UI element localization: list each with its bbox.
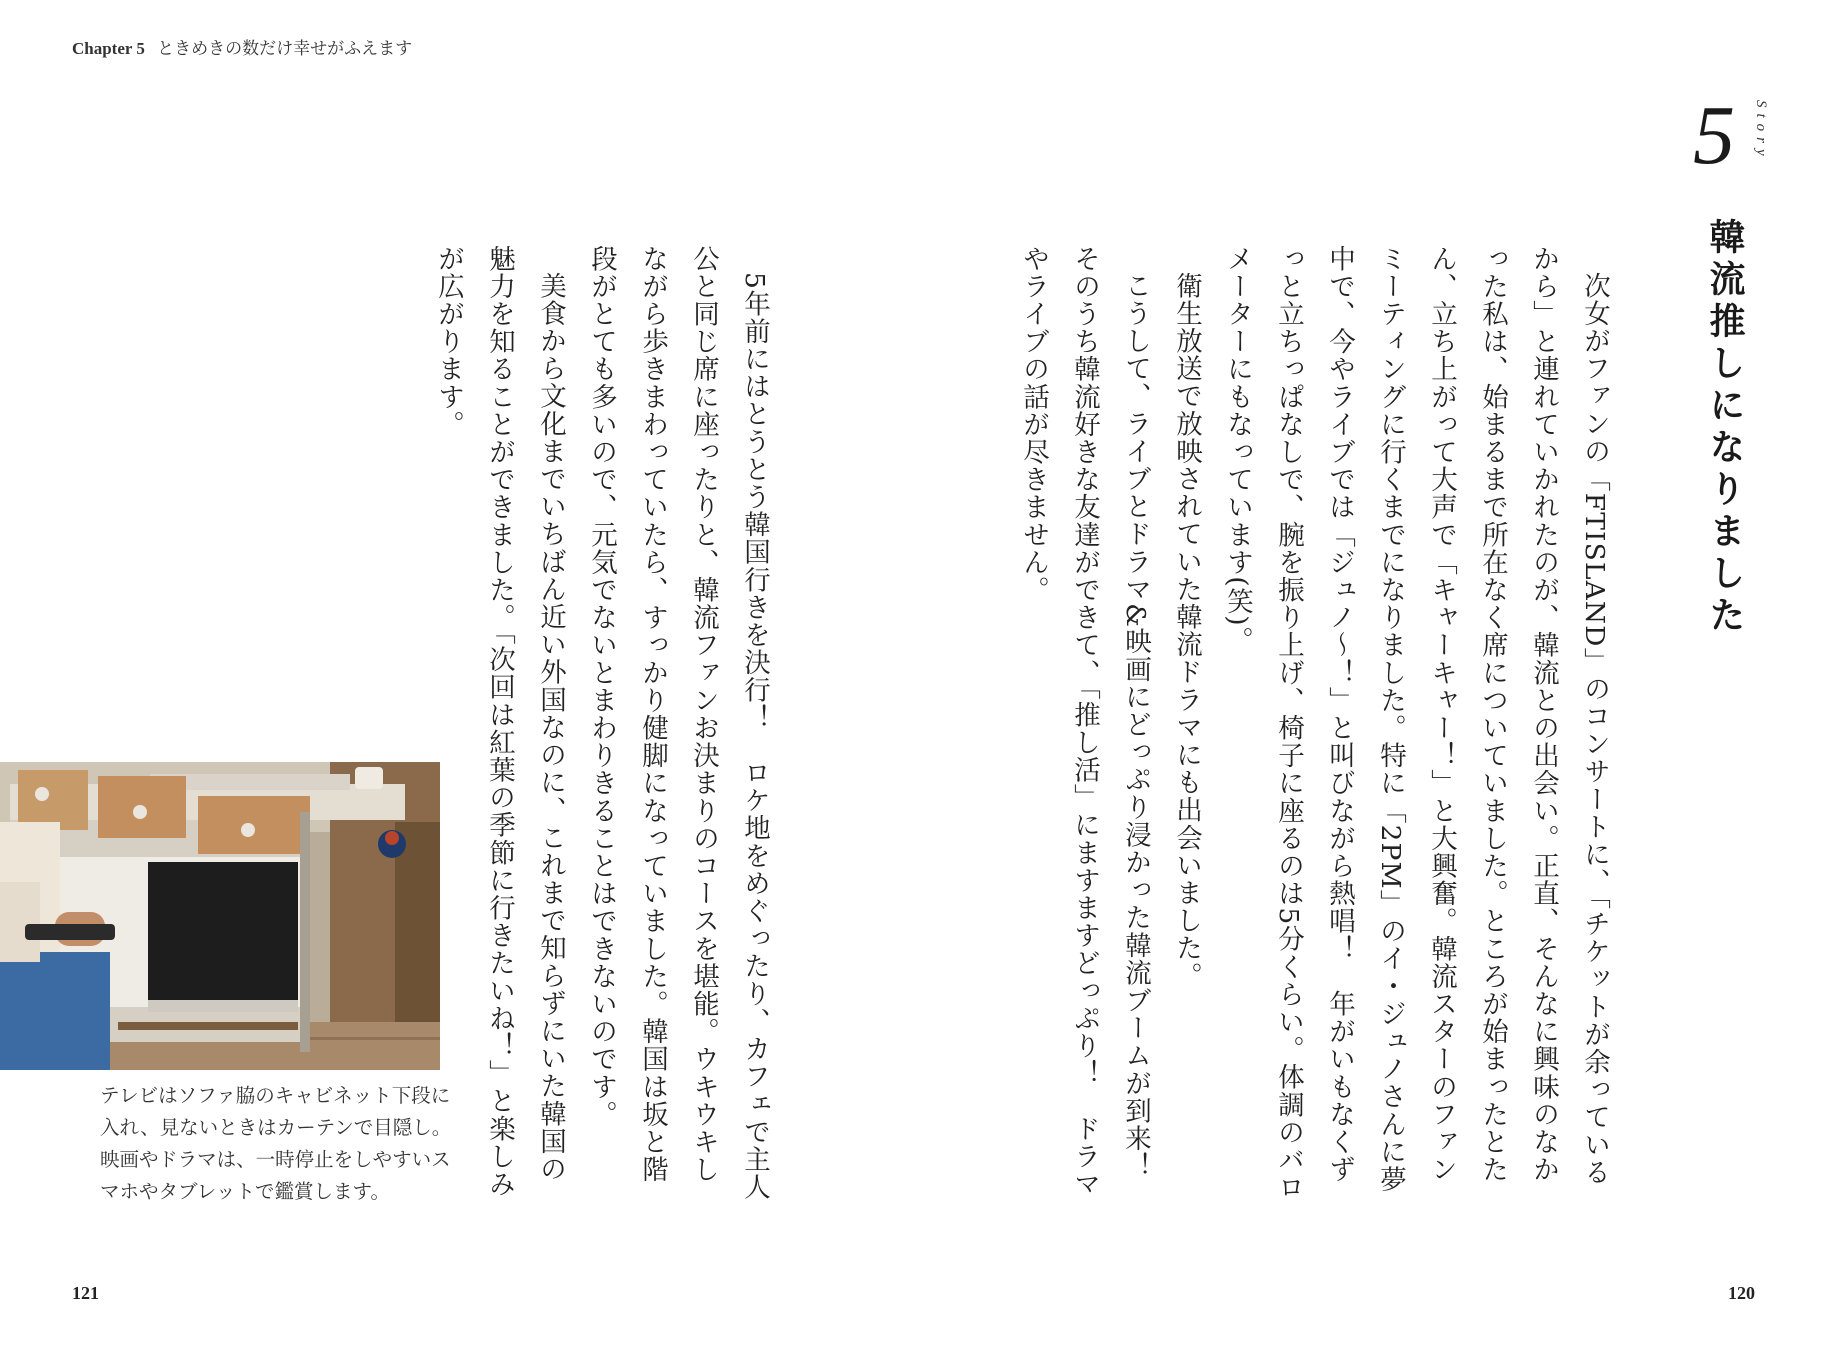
story-title: 韓流推しになりました	[1704, 218, 1746, 638]
running-head	[72, 34, 412, 59]
cabinet-tv-illustration	[0, 762, 440, 1070]
page-number-right: 120	[1728, 1283, 1755, 1303]
paragraph: 美食から文化までいちばん近い外国なのに、これまで知らずにいた韓国の魅力を知ることができました。「次回は紅葉の季節に行きたいね！」と楽しみが広がります。	[433, 245, 566, 1198]
paragraph: 5年前にはとうとう韓国行きを決行！ ロケ地をめぐったり、カフェで主人公と同じ席に座ったりと、韓流ファンお決まりのコースを堪能。ウキウキしながら歩きまわっていたら、すっかり健脚になっていました。韓国は坂と階段がとても多いので、元気でないとまわりきることはできないのです。	[586, 245, 770, 1201]
body-text-left	[433, 245, 780, 1205]
page-number-left: 121	[72, 1283, 99, 1303]
story-number: 5	[1693, 89, 1735, 182]
chapter-label: Chapter 5	[72, 39, 145, 58]
cabinet-tv-photo	[0, 762, 440, 1070]
body-text-right	[1018, 245, 1620, 1207]
paragraph: 衛生放送で放映されていた韓流ドラマにも出会いました。	[1171, 271, 1202, 990]
paragraph: 次女がファンの「FTISLAND」のコンサートに、「チケットが余っているから」と連れていかれたのが、韓流との出会い。正直、そんなに興味のなかった私は、始まるまで所在なく席についていました。ところが始まったとたん、立ち上がって大声で「キャーキャー！」と大興奮。韓流スターのファンミーティングに行くまでになりました。特に「2PM」のイ・ジュノさんに夢中で、今やライブでは「ジュノ〜！」と叫びながら熱唱！ 年がいもなくずっと立ちっぱなしで、腕を振り上げ、椅子に座るのは5分くらい。体調のバロメーターにもなっています(笑)。	[1222, 245, 1610, 1202]
paragraph: こうして、ライブとドラマ&映画にどっぷり浸かった韓流ブームが到来！ そのうち韓流好きな友達ができて、「推し活」にますますどっぷり！ ドラマやライブの話が尽きません。	[1018, 245, 1151, 1207]
photo-caption: テレビはソファ脇のキャビネット下段に入れ、見ないときはカーテンで目隠し。映画やドラマは、一時停止をしやすいスマホやタブレットで鑑賞します。	[100, 1084, 452, 1203]
chapter-title: ときめきの数だけ幸せがふえます	[157, 39, 413, 58]
story-label: Story	[1753, 100, 1769, 162]
